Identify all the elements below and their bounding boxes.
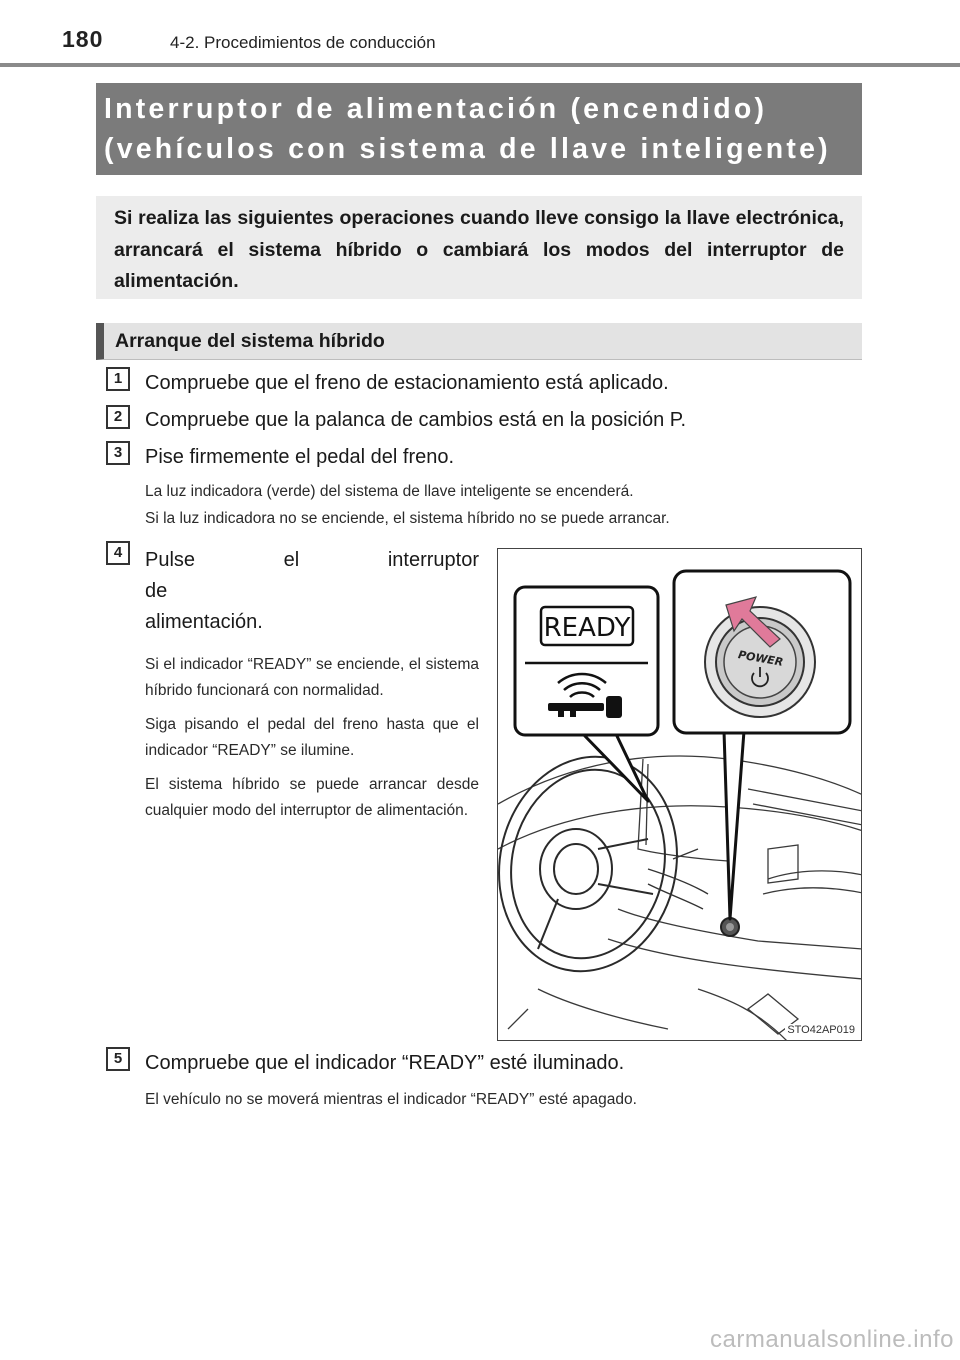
step-number-1: 1 [106,367,130,391]
dashboard-drawing [498,549,862,1041]
figure-code: STO42AP019 [787,1024,855,1036]
power-button-label: POWER [737,648,785,669]
steering-wheel [498,740,697,988]
step-5-note-1: El vehículo no se moverá mientras el indicador “READY” esté apagado. [145,1091,637,1108]
step-text-5: Compruebe que el indicador “READY” esté iluminado. [145,1052,625,1074]
power-button-center [726,923,734,931]
step-text-1: Compruebe que el freno de estacionamiento está aplicado. [145,372,669,394]
step-3-note-2: Si la luz indicadora no se enciende, el sistema híbrido no se puede arrancar. [145,510,670,527]
step-4-note-2: Siga pisando el pedal del freno hasta que el indicador “READY” se ilumine. [145,716,479,759]
step-number-2: 2 [106,405,130,429]
section-header: 4-2. Procedimientos de conducción [170,33,436,52]
step-text-4-line-2: alimentación. [145,611,263,633]
title-line-1: Interruptor de alimentación (encendido) [104,93,768,125]
title-line-2: (vehículos con sistema de llave inteligente) [104,133,831,165]
step-number-5: 5 [106,1047,130,1071]
dashboard-illustration [497,548,862,1041]
subheading: Arranque del sistema híbrido [96,323,862,360]
ready-indicator-label: READY [543,613,631,643]
step-text-4-line-1: Pulse el interruptor de [145,549,479,602]
header-divider [0,63,960,67]
step-4-column [145,545,479,824]
step-number-4: 4 [106,541,130,565]
page-number: 180 [62,26,104,52]
step-4-note-1: Si el indicador “READY” se enciende, el sistema híbrido funcionará con normalidad. [145,656,479,699]
watermark: carmanualsonline.info [710,1326,954,1353]
ready-callout-pointer [583,734,648,801]
step-text-3: Pise firmemente el pedal del freno. [145,446,455,468]
title-block [96,83,862,175]
step-3-note-1: La luz indicadora (verde) del sistema de llave inteligente se encenderá. [145,483,634,500]
step-text-4 [145,545,479,638]
step-text-2: Compruebe que la palanca de cambios está en la posición P. [145,409,687,431]
step-number-3: 3 [106,441,130,465]
ready-inset-frame [515,587,658,735]
intro-text: Si realiza las siguientes operaciones cuando lleve consigo la llave electrónica, arrancará el sistema híbrido o cambiará los modos del interruptor de alimentación. [114,207,844,292]
intro-box [96,196,862,299]
step-4-note-3: El sistema híbrido se puede arrancar desde cualquier modo del interruptor de alimentación. [145,776,479,819]
power-callout-pointer [724,731,744,919]
